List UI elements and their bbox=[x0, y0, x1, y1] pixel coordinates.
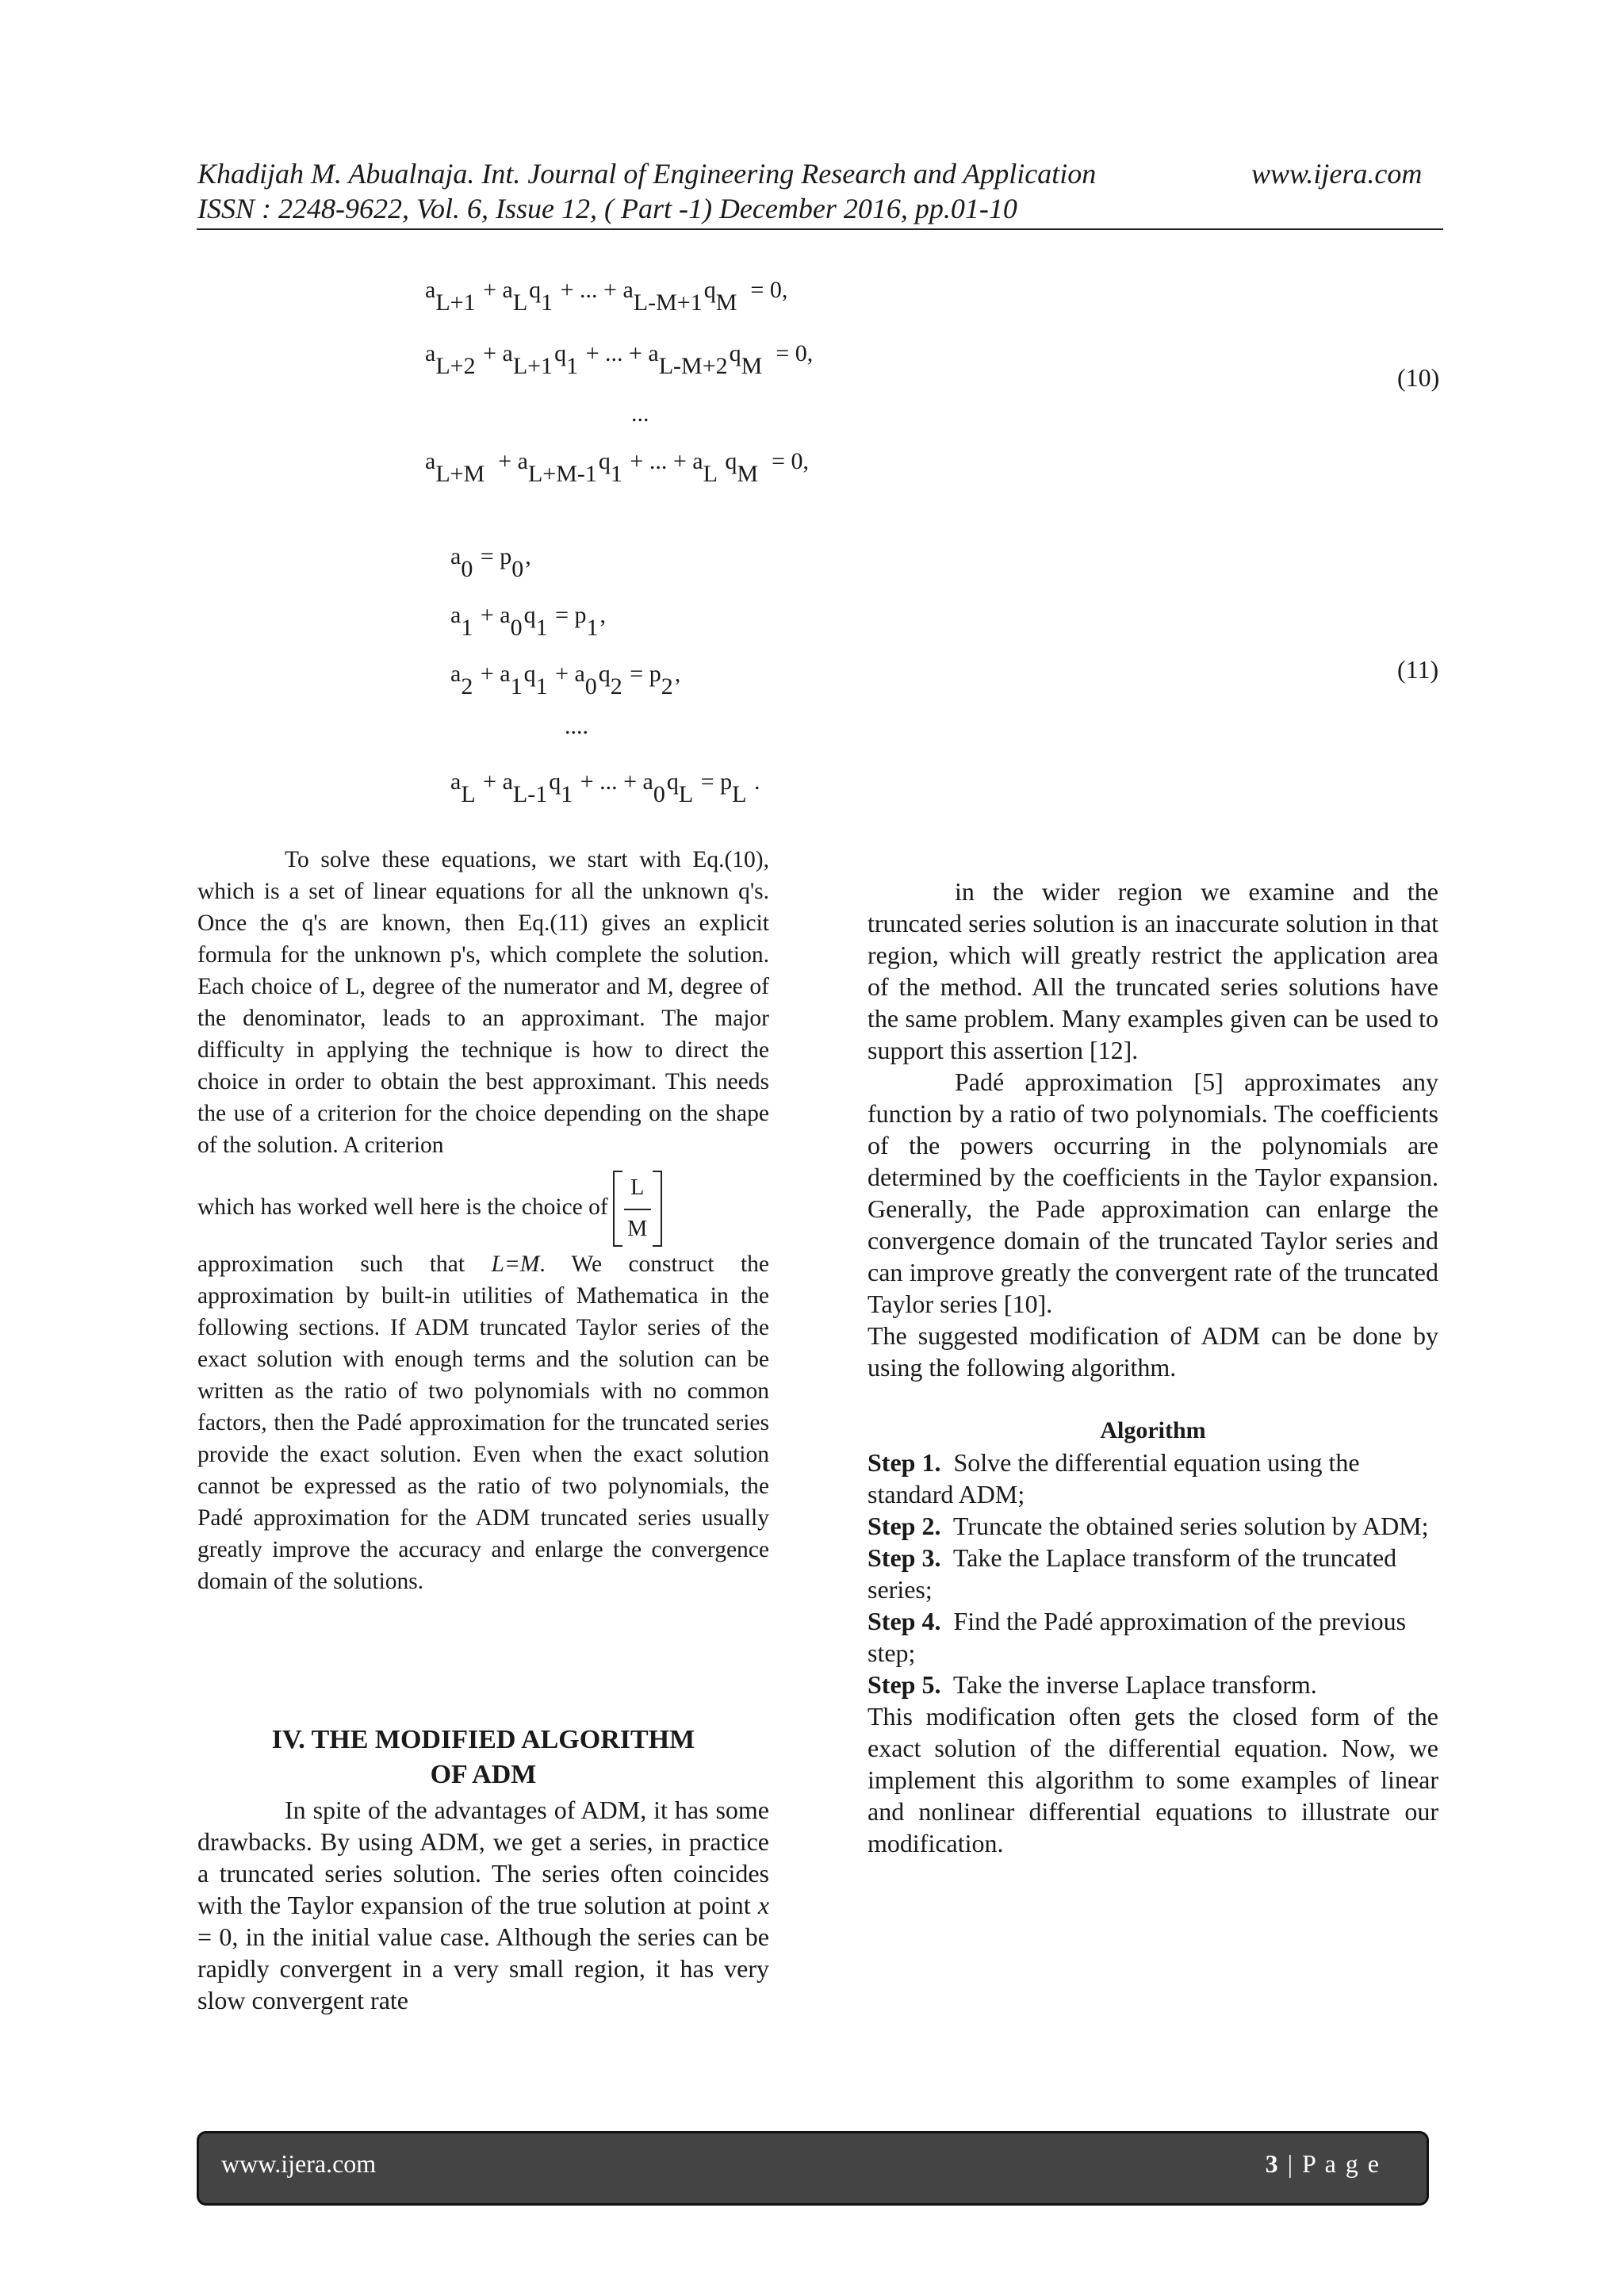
equation-line: $a_1 + a_0q_1 = p_1$, bbox=[450, 602, 606, 641]
algorithm-step bbox=[868, 1542, 1438, 1605]
algorithm-step bbox=[868, 1447, 1438, 1510]
equation-line: $a_2 + a_1q_1 + a_0q_2 = p_2$, bbox=[450, 661, 681, 700]
equation-ellipsis: .... bbox=[565, 713, 588, 739]
step-text: Take the inverse Laplace transform. bbox=[952, 1670, 1317, 1699]
step-label: Step 2. bbox=[868, 1512, 941, 1540]
paragraph: This modification often gets the closed form of the exact solution of the differential equation. Now, we implement this algorithm to some examples of linear and nonlinear differential equations to illustrate our modification. bbox=[868, 1702, 1438, 1857]
fraction-numerator: L bbox=[630, 1175, 645, 1201]
step-text: Solve the differential equation using the standard ADM; bbox=[868, 1448, 1360, 1508]
equation-line: $a_{L+M} + a_{L+M-1}q_1$ + ... + $a_L$ $q_M = 0$, bbox=[425, 448, 809, 487]
paragraph bbox=[197, 1248, 769, 1597]
algorithm-step bbox=[868, 1510, 1438, 1542]
footer-website: www.ijera.com bbox=[221, 2149, 377, 2178]
step-text: Find the Padé approximation of the previous step; bbox=[868, 1607, 1407, 1667]
inline-text: = 0, in the initial value case. Although the series can be rapidly convergent in a very small region, it has very slow convergent rate bbox=[197, 1922, 769, 2014]
equation-ellipsis: ... bbox=[631, 401, 649, 427]
inline-math: x bbox=[757, 1891, 770, 1919]
page-number-value: 3 bbox=[1265, 2149, 1280, 2178]
paragraph: To solve these equations, we start with Eq.(10), which is a set of linear equations for all the unknown q's. Once the q's are known, then Eq.(11) gives an explicit formula for the unknown p's, which complete the solution. Each choice of L, degree of the numerator and M, degree of the denominator, leads to an approximant. The major difficulty in applying the technique is how to direct the choice in order to obtain the best approximant. This needs the use of a criterion for the choice depending on the shape of the solution. A criterion bbox=[197, 847, 769, 1158]
step-label: Step 3. bbox=[868, 1543, 941, 1572]
algorithm-title: Algorithm bbox=[1100, 1417, 1206, 1443]
page-number bbox=[1266, 2149, 1381, 2179]
inline-text: . We construct the approximation by built-in utilities of Mathematica in the following sections. If ADM truncated Taylor series of the exact solution with enough terms and the solution can be written as the ratio of two polynomials with no common factors, then the Padé approximation for the truncated series provide the exact solution. Even when the exact solution cannot be expressed as the ratio of two polynomials, the Padé approximation for the ADM truncated series usually greatly improve the accuracy and enlarge the convergence domain of the solutions. bbox=[197, 1251, 769, 1595]
journal-citation: Khadijah M. Abualnaja. Int. Journal of Engineering Research and Application bbox=[197, 158, 1097, 190]
equation-line: $a_{L+2} + a_{L+1}q_1$ + ... + $a_{L-M+2}q_M = 0$, bbox=[425, 340, 814, 379]
paragraph: in the wider region we examine and the truncated series solution is an inaccurate solution in that region, which will greatly restrict the application area of the method. All the truncated series solutions have the same problem. Many examples given can be used to support this assertion [12]. bbox=[868, 877, 1438, 1064]
right-column bbox=[868, 876, 1438, 1859]
inline-math: L=M bbox=[491, 1251, 540, 1278]
page-label: | P a g e bbox=[1279, 2149, 1381, 2178]
journal-website: www.ijera.com bbox=[1251, 158, 1423, 190]
algorithm-step bbox=[868, 1669, 1438, 1700]
section-title-line: OF ADM bbox=[430, 1760, 537, 1789]
pade-order-fraction bbox=[613, 1169, 662, 1248]
step-text: Truncate the obtained series solution by ADM; bbox=[952, 1512, 1429, 1540]
equation-line: $a_L + a_{L-1}q_1$ + ... + $a_0q_L = p_L$ . bbox=[450, 769, 760, 807]
equation-number-11: (11) bbox=[1397, 655, 1439, 684]
equation-number-10: (10) bbox=[1397, 363, 1440, 392]
inline-text: which has worked well here is the choice of bbox=[197, 1194, 608, 1220]
equation-line: $a_{L+1} + a_Lq_1$ + ... + $a_{L-M+1}q_M = 0$, bbox=[425, 277, 788, 316]
section-title-line: IV. THE MODIFIED ALGORITHM bbox=[271, 1725, 695, 1754]
fraction-denominator: M bbox=[627, 1217, 648, 1242]
inline-text: In spite of the advantages of ADM, it has some drawbacks. By using ADM, we get a series, in practice a truncated series solution. The series often coincides with the Taylor expansion of the true solution at point bbox=[197, 1796, 769, 1919]
step-label: Step 5. bbox=[868, 1670, 941, 1699]
algorithm-step bbox=[868, 1605, 1438, 1669]
issn-line: ISSN : 2248-9622, Vol. 6, Issue 12, ( Part -1) December 2016, pp.01-10 bbox=[197, 193, 1017, 224]
equation-line: $a_0 = p_0$, bbox=[450, 543, 531, 582]
inline-text: approximation such that bbox=[197, 1251, 465, 1278]
page-footer bbox=[197, 2131, 1429, 2206]
paragraph: The suggested modification of ADM can be done by using the following algorithm. bbox=[868, 1321, 1438, 1382]
step-label: Step 4. bbox=[868, 1607, 941, 1635]
header-rule bbox=[197, 228, 1443, 230]
algorithm-steps bbox=[868, 1447, 1438, 1700]
left-column-continued bbox=[197, 1794, 769, 2016]
section-title bbox=[197, 1723, 769, 1792]
step-label: Step 1. bbox=[868, 1448, 941, 1477]
paragraph bbox=[197, 1166, 769, 1248]
step-text: Take the Laplace transform of the truncated series; bbox=[868, 1543, 1397, 1604]
paragraph: Padé approximation [5] approximates any function by a ratio of two polynomials. The coefficients of the powers occurring in the polynomials are determined by the coefficients in the Taylor expansion. Generally, the Pade approximation can enlarge the convergence domain of the truncated Taylor series and can improve greatly the convergent rate of the truncated Taylor series [10]. bbox=[868, 1068, 1438, 1318]
left-column bbox=[197, 844, 769, 1597]
paragraph bbox=[197, 1794, 769, 2016]
